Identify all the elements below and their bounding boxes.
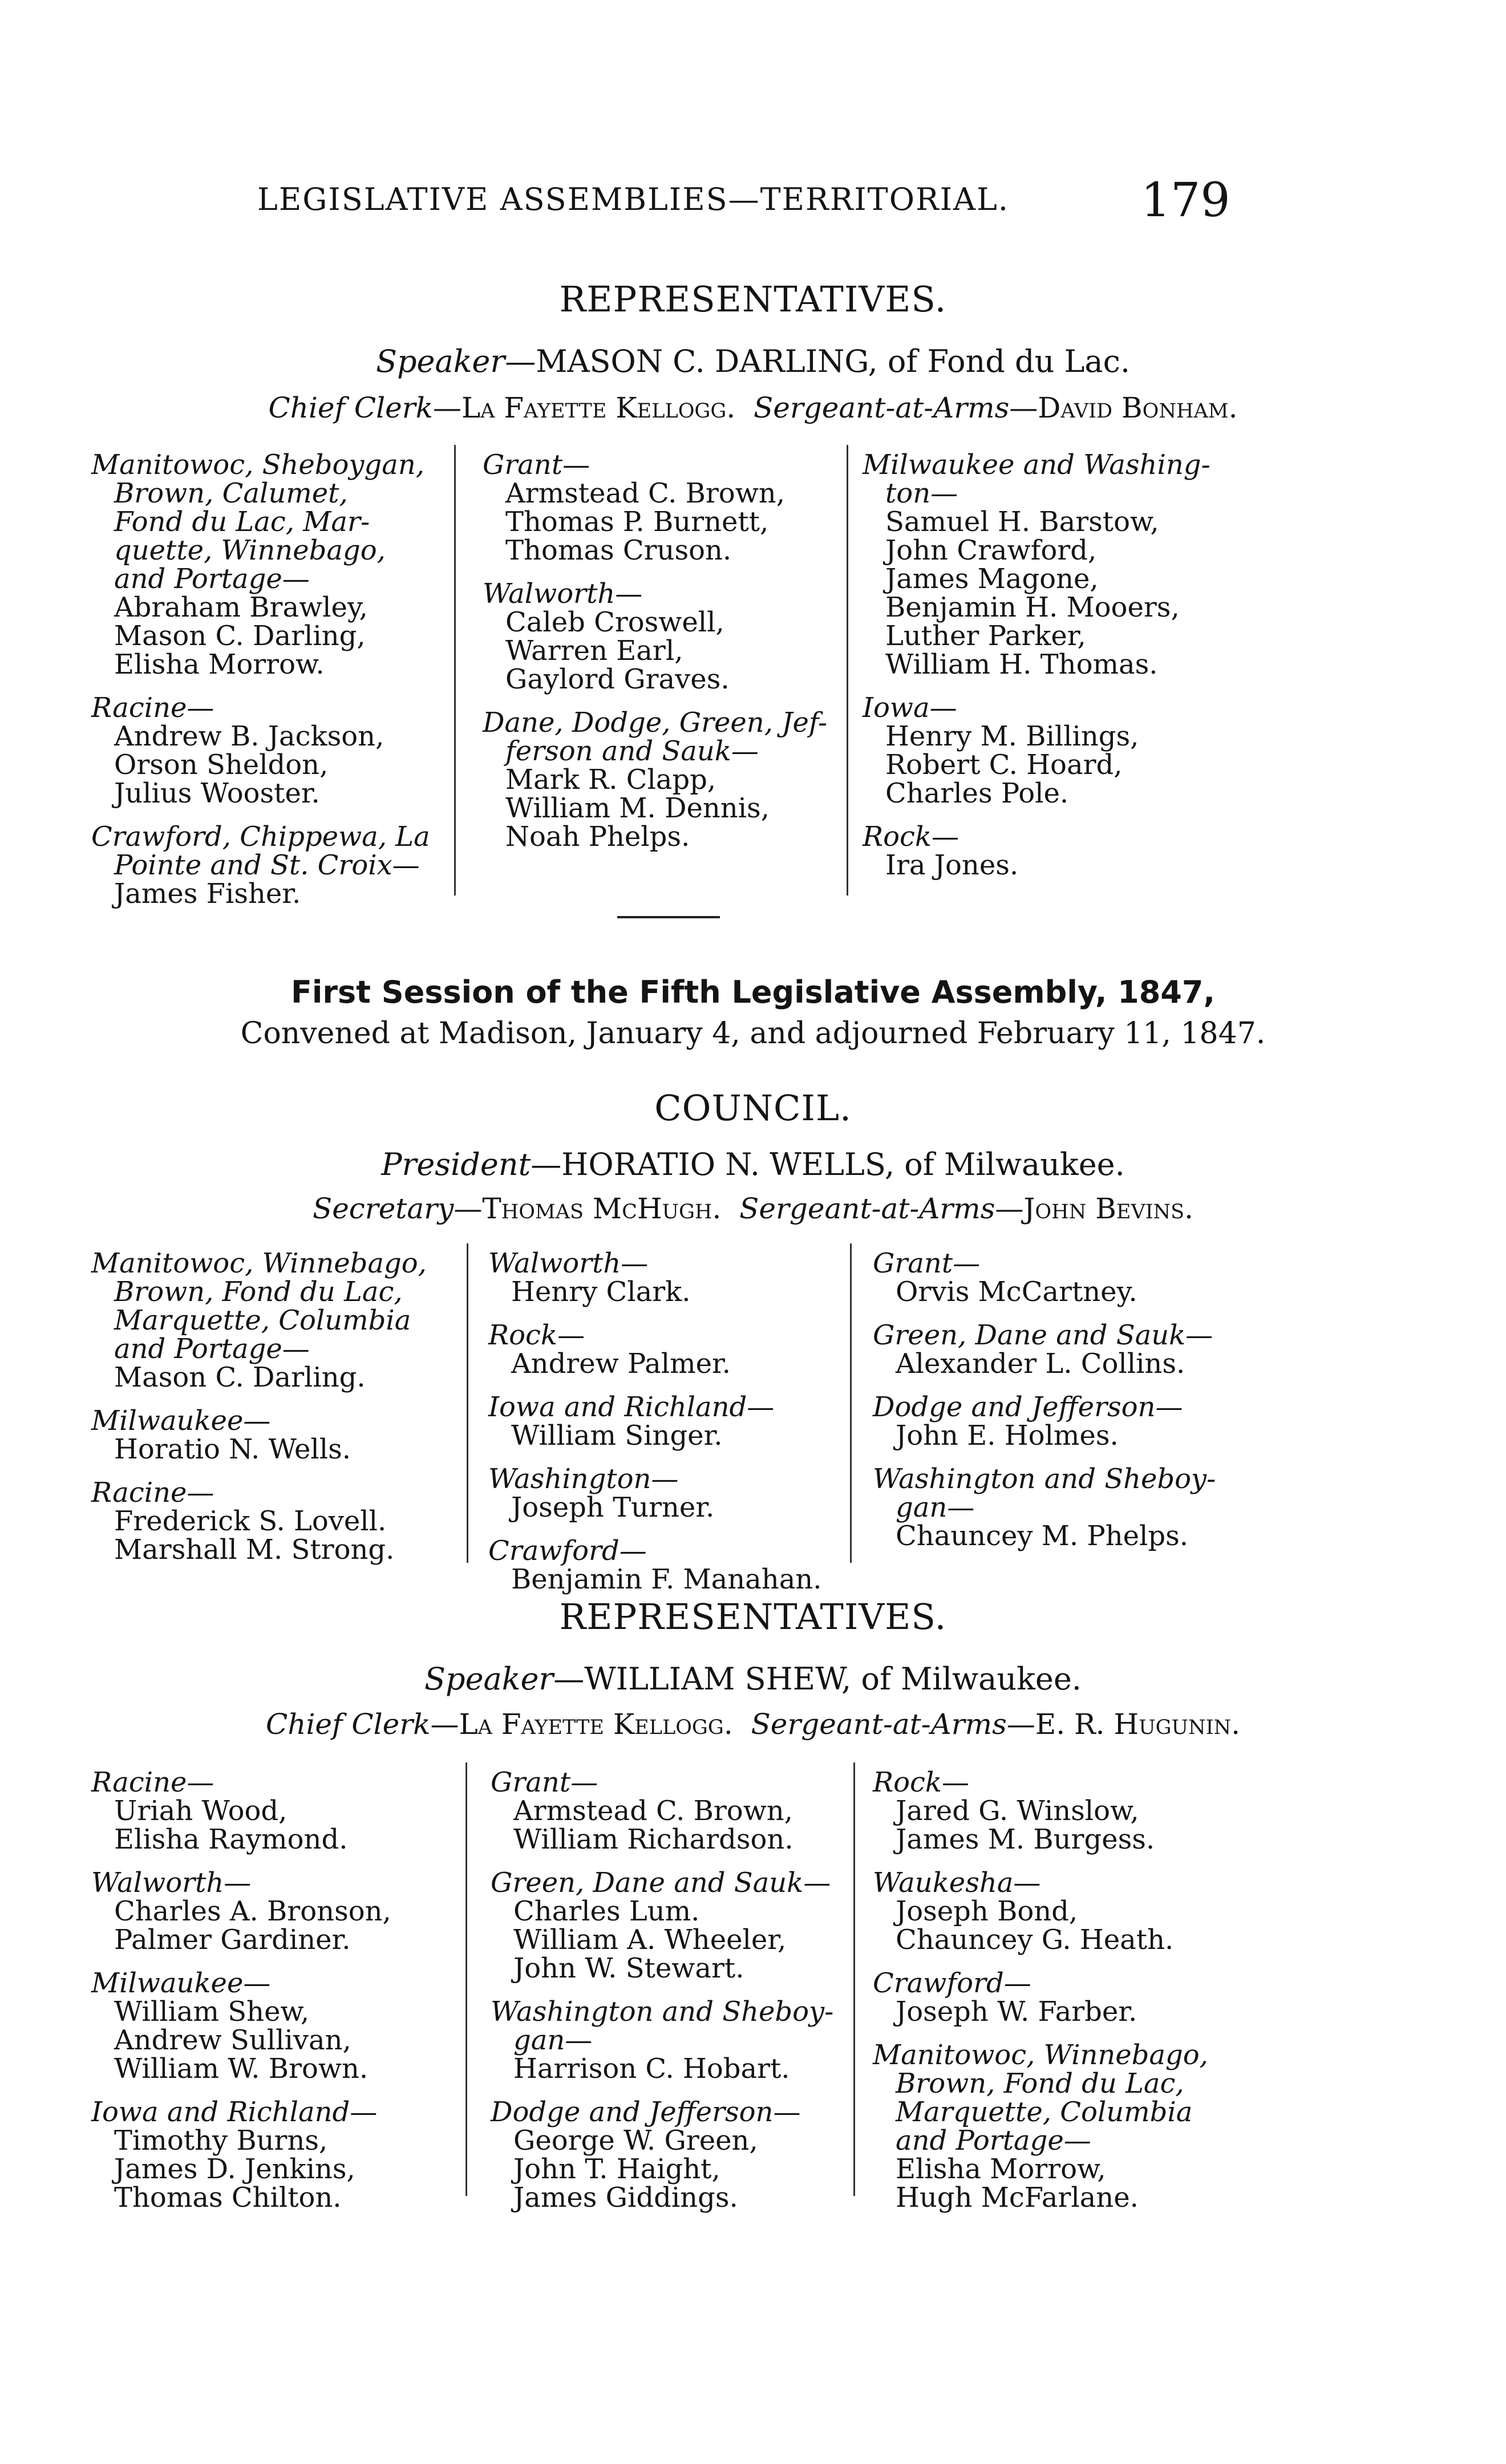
member-name: Charles Lum. bbox=[513, 1895, 700, 1927]
county-group bbox=[488, 1465, 821, 1522]
county-group bbox=[91, 1869, 391, 1954]
county-label bbox=[491, 1869, 833, 1897]
county-line: Crawford— bbox=[488, 1535, 647, 1567]
member-name: Palmer Gardiner. bbox=[114, 1924, 351, 1956]
county-label bbox=[488, 1465, 821, 1493]
member-name: Gaylord Graves. bbox=[505, 663, 730, 695]
member-name: William M. Dennis, bbox=[505, 792, 770, 824]
county-label bbox=[491, 1768, 833, 1797]
council-column-2 bbox=[488, 1249, 821, 1608]
county-line: Milwaukee and Washing- bbox=[863, 449, 1211, 481]
county-group bbox=[873, 1768, 1208, 1854]
section1-column-3 bbox=[863, 451, 1211, 894]
county-group bbox=[91, 1478, 427, 1564]
speaker-name-2: WILLIAM SHEW, of Milwaukee. bbox=[584, 1661, 1082, 1697]
county-label bbox=[91, 822, 430, 880]
secretary-name: Thomas McHugh. bbox=[482, 1192, 722, 1225]
member-name: John E. Holmes. bbox=[896, 1420, 1119, 1452]
county-group bbox=[863, 451, 1211, 679]
member-name: Benjamin F. Manahan. bbox=[511, 1563, 822, 1595]
county-group bbox=[873, 1869, 1208, 1954]
section1-officers-line bbox=[0, 391, 1506, 424]
member-name: Noah Phelps. bbox=[505, 821, 690, 853]
county-label bbox=[483, 708, 827, 765]
session-subtitle: Convened at Madison, January 4, and adjourned February 11, 1847. bbox=[240, 1016, 1266, 1051]
president-name: HORATIO N. WELLS, of Milwaukee. bbox=[561, 1146, 1125, 1182]
county-label bbox=[91, 451, 430, 593]
county-group bbox=[863, 822, 1211, 880]
secretary-label: Secretary— bbox=[312, 1192, 483, 1225]
speaker-name: MASON C. DARLING, of Fond du Lac. bbox=[536, 343, 1130, 379]
section2-column-3 bbox=[873, 1768, 1208, 2227]
county-group bbox=[91, 822, 430, 908]
county-line: Racine— bbox=[91, 692, 214, 724]
section2-heading: REPRESENTATIVES. bbox=[559, 1596, 947, 1638]
member-name: Andrew Palmer. bbox=[511, 1348, 731, 1380]
column-divider bbox=[847, 445, 848, 895]
member-name: Mark R. Clapp, bbox=[505, 764, 716, 796]
member-name: Mason C. Darling, bbox=[114, 620, 366, 652]
county-label bbox=[491, 1997, 833, 2054]
member-name: James Magone, bbox=[885, 563, 1099, 595]
county-line: Brown, Fond du Lac, bbox=[114, 1276, 403, 1308]
county-line: Marquette, Columbia bbox=[114, 1304, 411, 1336]
council-officers-line bbox=[0, 1192, 1506, 1225]
chief-clerk-label: Chief Clerk— bbox=[268, 391, 461, 424]
county-line: and Portage— bbox=[114, 1333, 310, 1365]
council-heading: COUNCIL. bbox=[654, 1087, 852, 1129]
member-name: William Shew, bbox=[114, 1996, 310, 2028]
county-label bbox=[491, 2098, 833, 2126]
section2-column-1 bbox=[91, 1768, 391, 2227]
county-line: Manitowoc, Winnebago, bbox=[91, 1247, 427, 1279]
member-name: Luther Parker, bbox=[885, 620, 1086, 652]
county-line: Fond du Lac, Mar- bbox=[114, 506, 370, 538]
county-label bbox=[91, 694, 430, 722]
county-line: Pointe and St. Croix— bbox=[114, 849, 420, 881]
member-name: Alexander L. Collins. bbox=[896, 1348, 1185, 1380]
county-line: ton— bbox=[885, 477, 958, 509]
county-line: Dane, Dodge, Green, Jef- bbox=[483, 707, 828, 739]
member-name: James M. Burgess. bbox=[896, 1823, 1155, 1855]
county-line: Grant— bbox=[491, 1766, 598, 1798]
member-name: Elisha Raymond. bbox=[114, 1823, 348, 1855]
council-column-3 bbox=[873, 1249, 1216, 1565]
member-name: Warren Earl, bbox=[505, 635, 683, 667]
member-name: Joseph Turner. bbox=[511, 1492, 715, 1523]
county-label bbox=[488, 1249, 821, 1278]
member-name: William Richardson. bbox=[513, 1823, 794, 1855]
county-label bbox=[91, 1478, 427, 1507]
county-group bbox=[873, 1393, 1216, 1450]
county-line: and Portage— bbox=[896, 2125, 1091, 2157]
county-label bbox=[873, 2041, 1208, 2155]
county-group bbox=[91, 694, 430, 808]
county-group bbox=[491, 2098, 833, 2212]
county-line: gan— bbox=[513, 2024, 593, 2056]
member-name: Thomas Chilton. bbox=[114, 2182, 342, 2214]
member-name: Thomas P. Burnett, bbox=[505, 506, 769, 538]
member-name: Thomas Cruson. bbox=[505, 534, 732, 566]
speaker-label: Speaker— bbox=[375, 343, 536, 379]
county-label bbox=[91, 2098, 391, 2126]
member-name: Andrew B. Jackson, bbox=[114, 720, 384, 752]
section2-speaker-line bbox=[0, 1661, 1506, 1697]
county-label bbox=[483, 579, 827, 608]
county-line: Brown, Calumet, bbox=[114, 477, 348, 509]
county-label bbox=[863, 694, 1211, 722]
member-name: Elisha Morrow, bbox=[896, 2153, 1106, 2185]
county-line: Iowa and Richland— bbox=[488, 1391, 775, 1423]
county-group bbox=[873, 2041, 1208, 2212]
county-line: Grant— bbox=[483, 449, 590, 481]
county-group bbox=[91, 2098, 391, 2212]
member-name: Charles A. Bronson, bbox=[114, 1895, 391, 1927]
county-group bbox=[491, 1869, 833, 1983]
section1-heading: REPRESENTATIVES. bbox=[559, 278, 947, 320]
county-group bbox=[863, 694, 1211, 808]
county-line: Manitowoc, Winnebago, bbox=[873, 2039, 1208, 2071]
county-line: Racine— bbox=[91, 1477, 214, 1509]
sergeant-name: David Bonham. bbox=[1038, 391, 1238, 424]
member-name: Timothy Burns, bbox=[114, 2125, 328, 2157]
speaker-label-2: Speaker— bbox=[424, 1661, 585, 1697]
county-group bbox=[91, 451, 430, 679]
section1-speaker-line bbox=[0, 343, 1506, 379]
county-line: Washington— bbox=[488, 1463, 679, 1495]
county-group bbox=[488, 1321, 821, 1378]
member-name: William A. Wheeler, bbox=[513, 1924, 787, 1956]
county-label bbox=[91, 1249, 427, 1363]
county-group bbox=[91, 1768, 391, 1854]
column-divider bbox=[465, 1762, 467, 2196]
column-divider bbox=[454, 445, 456, 895]
member-name: James Giddings. bbox=[513, 2182, 738, 2214]
member-name: Armstead C. Brown, bbox=[505, 477, 785, 509]
member-name: Chauncey G. Heath. bbox=[896, 1924, 1174, 1956]
county-group bbox=[488, 1537, 821, 1594]
county-label bbox=[483, 451, 827, 479]
county-label bbox=[873, 1465, 1216, 1522]
member-name: Orvis McCartney. bbox=[896, 1276, 1137, 1308]
sergeant-name-2: E. R. Hugunin. bbox=[1035, 1708, 1240, 1741]
county-line: Washington and Sheboy- bbox=[873, 1463, 1216, 1495]
member-name: Armstead C. Brown, bbox=[513, 1795, 793, 1827]
member-name: Henry Clark. bbox=[511, 1276, 691, 1308]
council-sergeant-label: Sergeant-at-Arms— bbox=[739, 1192, 1024, 1225]
section2-officers-line bbox=[0, 1708, 1506, 1741]
member-name: Samuel H. Barstow, bbox=[885, 506, 1159, 538]
county-group bbox=[488, 1249, 821, 1306]
county-label bbox=[873, 1249, 1216, 1278]
county-group bbox=[873, 1465, 1216, 1550]
county-line: Crawford— bbox=[873, 1967, 1031, 1999]
member-name: Caleb Croswell, bbox=[505, 606, 724, 638]
county-group bbox=[873, 1249, 1216, 1306]
county-line: ferson and Sauk— bbox=[505, 735, 759, 767]
county-line: Washington and Sheboy- bbox=[491, 1996, 834, 2028]
section2-column-2 bbox=[491, 1768, 833, 2227]
member-name: Abraham Brawley, bbox=[114, 591, 368, 623]
member-name: Uriah Wood, bbox=[114, 1795, 288, 1827]
column-divider bbox=[853, 1762, 855, 2196]
council-president-line bbox=[0, 1146, 1506, 1182]
county-label bbox=[91, 1768, 391, 1797]
member-name: Joseph Bond, bbox=[896, 1895, 1078, 1927]
county-label bbox=[91, 1969, 391, 1997]
member-name: Hugh McFarlane. bbox=[896, 2182, 1139, 2214]
county-label bbox=[91, 1869, 391, 1897]
chief-clerk-name-2: La Fayette Kellogg. bbox=[459, 1708, 733, 1741]
member-name: Mason C. Darling. bbox=[114, 1361, 366, 1393]
county-label bbox=[91, 1407, 427, 1435]
member-name: William W. Brown. bbox=[114, 2053, 369, 2085]
county-label bbox=[488, 1393, 821, 1421]
county-group bbox=[483, 451, 827, 565]
county-group bbox=[91, 1249, 427, 1392]
county-group bbox=[483, 579, 827, 694]
member-name: Charles Pole. bbox=[885, 777, 1069, 809]
county-line: Grant— bbox=[873, 1247, 981, 1279]
member-name: John T. Haight, bbox=[513, 2153, 720, 2185]
county-label bbox=[863, 822, 1211, 851]
county-group bbox=[873, 1969, 1208, 2026]
county-label bbox=[863, 451, 1211, 508]
county-group bbox=[91, 1969, 391, 2083]
page-number: 179 bbox=[1141, 173, 1230, 228]
county-group bbox=[488, 1393, 821, 1450]
member-name: Frederick S. Lovell. bbox=[114, 1505, 387, 1537]
running-title: LEGISLATIVE ASSEMBLIES—TERRITORIAL. bbox=[257, 181, 1009, 217]
county-label bbox=[488, 1537, 821, 1565]
county-line: Rock— bbox=[863, 821, 960, 853]
county-line: Crawford, Chippewa, La bbox=[91, 821, 430, 853]
member-name: James Fisher. bbox=[114, 878, 301, 910]
county-label bbox=[873, 1969, 1208, 1997]
county-label bbox=[873, 1869, 1208, 1897]
chief-clerk-label-2: Chief Clerk— bbox=[265, 1708, 459, 1741]
county-line: Iowa and Richland— bbox=[91, 2096, 378, 2128]
member-name: Robert C. Hoard, bbox=[885, 749, 1123, 781]
session-title: First Session of the Fifth Legislative Assembly, 1847, bbox=[291, 974, 1215, 1010]
county-line: Waukesha— bbox=[873, 1867, 1041, 1899]
member-name: Ira Jones. bbox=[885, 849, 1019, 881]
member-name: Jared G. Winslow, bbox=[896, 1795, 1139, 1827]
county-group bbox=[91, 1407, 427, 1464]
county-label bbox=[873, 1768, 1208, 1797]
section1-column-1 bbox=[91, 451, 430, 923]
county-line: Milwaukee— bbox=[91, 1405, 271, 1437]
county-line: Dodge and Jefferson— bbox=[491, 2096, 801, 2128]
county-line: Manitowoc, Sheboygan, bbox=[91, 449, 425, 481]
sergeant-label-2: Sergeant-at-Arms— bbox=[751, 1708, 1035, 1741]
county-line: Walworth— bbox=[483, 578, 643, 610]
county-line: Green, Dane and Sauk— bbox=[491, 1867, 831, 1899]
county-group bbox=[873, 1321, 1216, 1378]
member-name: William H. Thomas. bbox=[885, 649, 1158, 680]
county-line: Milwaukee— bbox=[91, 1967, 271, 1999]
county-label bbox=[873, 1393, 1216, 1421]
county-line: Rock— bbox=[488, 1319, 585, 1351]
council-sergeant-name: John Bevins. bbox=[1023, 1192, 1194, 1225]
member-name: John W. Stewart. bbox=[513, 1952, 744, 1984]
member-name: Benjamin H. Mooers, bbox=[885, 591, 1180, 623]
member-name: Horatio N. Wells. bbox=[114, 1433, 351, 1465]
county-line: Iowa— bbox=[863, 692, 957, 724]
president-label: President— bbox=[381, 1146, 562, 1182]
county-line: Marquette, Columbia bbox=[896, 2096, 1193, 2128]
county-line: Brown, Fond du Lac, bbox=[896, 2068, 1184, 2100]
member-name: Joseph W. Farber. bbox=[896, 1996, 1137, 2028]
county-line: Green, Dane and Sauk— bbox=[873, 1319, 1213, 1351]
member-name: Chauncey M. Phelps. bbox=[896, 1520, 1188, 1552]
member-name: Harrison C. Hobart. bbox=[513, 2053, 790, 2085]
column-divider bbox=[467, 1243, 468, 1563]
county-line: quette, Winnebago, bbox=[114, 534, 386, 566]
member-name: Marshall M. Strong. bbox=[114, 1534, 395, 1566]
member-name: William Singer. bbox=[511, 1420, 723, 1452]
member-name: George W. Green, bbox=[513, 2125, 758, 2157]
sergeant-label: Sergeant-at-Arms— bbox=[754, 391, 1038, 424]
section-separator-rule bbox=[617, 916, 720, 918]
county-line: and Portage— bbox=[114, 563, 310, 595]
county-line: Walworth— bbox=[488, 1247, 649, 1279]
column-divider bbox=[850, 1243, 852, 1563]
member-name: James D. Jenkins, bbox=[114, 2153, 355, 2185]
chief-clerk-name: La Fayette Kellogg. bbox=[461, 391, 736, 424]
county-label bbox=[873, 1321, 1216, 1349]
county-label bbox=[488, 1321, 821, 1349]
member-name: John Crawford, bbox=[885, 534, 1097, 566]
member-name: Andrew Sullivan, bbox=[114, 2024, 351, 2056]
council-column-1 bbox=[91, 1249, 427, 1579]
member-name: Henry M. Billings, bbox=[885, 720, 1139, 752]
county-line: Walworth— bbox=[91, 1867, 252, 1899]
county-group bbox=[491, 1997, 833, 2083]
county-line: Dodge and Jefferson— bbox=[873, 1391, 1183, 1423]
county-line: gan— bbox=[896, 1492, 975, 1523]
member-name: Julius Wooster. bbox=[114, 777, 320, 809]
county-line: Racine— bbox=[91, 1766, 214, 1798]
county-group bbox=[491, 1768, 833, 1854]
county-group bbox=[483, 708, 827, 851]
section1-column-2 bbox=[483, 451, 827, 866]
member-name: Elisha Morrow. bbox=[114, 649, 325, 680]
county-line: Rock— bbox=[873, 1766, 970, 1798]
member-name: Orson Sheldon, bbox=[114, 749, 329, 781]
